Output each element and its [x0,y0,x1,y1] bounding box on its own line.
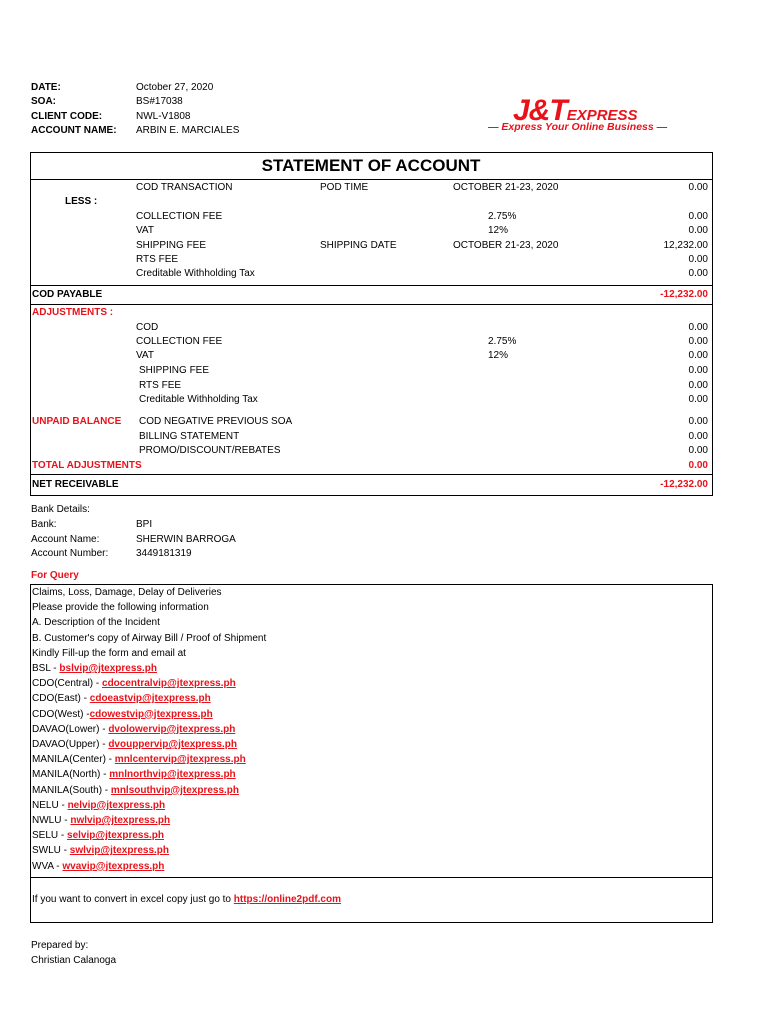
bank-account-number-value: 3449181319 [136,548,192,559]
contact-email-link[interactable]: nelvip@jtexpress.ph [67,799,166,811]
contact-email-link[interactable]: mnlcentervip@jtexpress.ph [114,754,246,766]
contact-email-link[interactable]: bslvip@jtexpress.ph [59,663,157,674]
net-receivable-label: NET RECEIVABLE [32,479,119,490]
bank-label: Bank: [31,519,57,530]
less-row-rate: 12% [488,225,509,236]
contact-region: BSL - [32,663,60,674]
adjustment-row-amount: 0.00 [688,380,708,391]
less-row-label: SHIPPING DATE [320,240,397,251]
contact-row [32,754,246,766]
account-name-label: ACCOUNT NAME: [31,125,117,136]
less-row-desc: Creditable Withholding Tax [136,268,255,279]
contact-row [32,830,164,842]
query-line: Kindly Fill-up the form and email at [32,647,186,659]
bank-account-name-value: SHERWIN BARROGA [136,534,236,545]
soa-label: SOA: [31,96,56,107]
date-label: DATE: [31,82,61,93]
total-adjustments-label: TOTAL ADJUSTMENTS [32,460,142,471]
contact-email-link[interactable]: dvolowervip@jtexpress.ph [108,723,236,735]
adjustment-row-desc: VAT [136,350,154,361]
unpaid-row-amount: 0.00 [688,445,708,456]
adjustment-row-amount: 0.00 [688,336,708,347]
less-row-rate: 2.75% [488,211,517,222]
contact-region: NWLU - [32,815,71,826]
adjustments-label: ADJUSTMENTS : [32,307,114,318]
adjustment-row-rate: 2.75% [488,336,517,347]
adjustment-row-desc: Creditable Withholding Tax [139,394,258,405]
contact-region: CDO(Central) - [32,678,103,690]
contact-row [32,815,170,827]
contact-email-link[interactable]: cdowestvip@jtexpress.ph [89,708,213,720]
contact-row [32,769,236,781]
contact-region: SWLU - [32,845,70,857]
contact-row [32,724,235,736]
total-adjustments-amount: 0.00 [688,460,708,471]
divider [30,179,713,180]
divider [30,285,713,286]
less-row-desc: VAT [136,225,154,236]
contact-email-link[interactable]: nwlvip@jtexpress.ph [70,815,171,826]
contact-row [32,800,165,812]
contact-row [32,678,236,690]
unpaid-balance-label: UNPAID BALANCE [32,416,122,427]
contact-row [32,861,164,873]
divider [30,304,713,305]
adjustment-row-amount: 0.00 [688,365,708,376]
unpaid-row-desc: BILLING STATEMENT [139,431,240,442]
unpaid-row-amount: 0.00 [688,431,708,442]
date-value: October 27, 2020 [136,82,214,93]
contact-region: MANILA(North) - [32,769,110,781]
for-query-heading: For Query [31,570,79,581]
contact-email-link[interactable]: cdoeastvip@jtexpress.ph [89,693,211,705]
contact-region: MANILA(Center) - [32,754,115,766]
contact-row [32,739,237,751]
query-line: A. Description of the Incident [32,617,160,629]
client-code-value: NWL-V1808 [136,111,191,122]
less-row-amount: 0.00 [688,182,708,193]
contact-region: CDO(East) - [32,693,90,705]
contact-email-link[interactable]: swlvip@jtexpress.ph [69,845,170,857]
contact-email-link[interactable]: dvouppervip@jtexpress.ph [108,739,237,750]
net-receivable-amount: -12,232.00 [660,479,708,490]
contact-region: NELU - [32,799,68,811]
client-code-label: CLIENT CODE: [31,111,103,122]
prepared-by-name: Christian Calanoga [31,955,117,966]
less-label: LESS : [65,196,98,207]
adjustment-row-desc: COD [136,322,159,333]
less-row-desc: SHIPPING FEE [136,240,207,251]
contact-row [32,709,213,721]
less-row-amount: 0.00 [688,254,708,265]
less-row-date: OCTOBER 21-23, 2020 [453,240,559,251]
unpaid-row-desc: PROMO/DISCOUNT/REBATES [139,445,281,456]
unpaid-row-desc: COD NEGATIVE PREVIOUS SOA [139,416,293,427]
adjustment-row-desc: SHIPPING FEE [139,365,210,376]
contact-email-link[interactable]: wvavip@jtexpress.ph [62,860,165,872]
online2pdf-link[interactable]: https://online2pdf.com [233,894,341,905]
adjustment-row-rate: 12% [488,350,509,361]
cod-payable-label: COD PAYABLE [32,289,103,300]
contact-row [32,693,211,705]
contact-email-link[interactable]: mnlsouthvip@jtexpress.ph [110,784,240,796]
contact-region: DAVAO(Upper) - [32,739,109,750]
bank-value: BPI [136,519,153,530]
contact-region: SELU - [32,830,68,842]
less-row-amount: 0.00 [688,268,708,279]
convert-line [32,894,341,906]
account-name-value: ARBIN E. MARCIALES [136,125,240,136]
adjustment-row-amount: 0.00 [688,322,708,333]
contact-region: WVA - [32,860,63,872]
soa-value: BS#17038 [136,96,183,107]
bank-account-number-label: Account Number: [31,548,109,559]
contact-row [32,663,157,675]
less-row-label: POD TIME [320,182,369,193]
statement-title: STATEMENT OF ACCOUNT [261,156,481,175]
adjustment-row-desc: COLLECTION FEE [136,336,223,347]
less-row-amount: 0.00 [688,225,708,236]
prepared-by-label: Prepared by: [31,940,89,951]
logo-tagline: — Express Your Online Business — [488,121,668,133]
less-row-date: OCTOBER 21-23, 2020 [453,182,559,193]
query-line: Claims, Loss, Damage, Delay of Deliveries [32,587,222,598]
bank-details-heading: Bank Details: [31,504,90,515]
contact-email-link[interactable]: cdocentralvip@jtexpress.ph [102,678,236,690]
less-row-amount: 12,232.00 [663,240,708,251]
query-line: B. Customer's copy of Airway Bill / Proof of Shipment [32,632,267,644]
adjustment-row-amount: 0.00 [688,350,708,361]
contact-region: MANILA(South) - [32,784,111,796]
cod-payable-amount: -12,232.00 [660,289,708,300]
adjustment-row-amount: 0.00 [688,394,708,405]
contact-region: DAVAO(Lower) - [32,723,109,735]
divider [30,877,713,878]
contact-email-link[interactable]: selvip@jtexpress.ph [67,830,165,842]
divider [30,474,713,475]
less-row-desc: COLLECTION FEE [136,211,223,222]
unpaid-row-amount: 0.00 [688,416,708,427]
contact-region: CDO(West) - [32,708,90,720]
contact-email-link[interactable]: mnlnorthvip@jtexpress.ph [109,769,236,781]
logo-brand-small: EXPRESS [566,107,638,124]
less-row-desc: COD TRANSACTION [136,182,233,193]
less-row-amount: 0.00 [688,211,708,222]
contact-row [32,785,239,797]
logo-brand-big: J&T [513,94,567,127]
contact-row [32,845,169,857]
convert-text: If you want to convert in excel copy just go to [32,894,234,905]
adjustment-row-desc: RTS FEE [139,380,182,391]
bank-account-name-label: Account Name: [31,534,100,545]
query-line: Please provide the following information [32,602,209,614]
less-row-desc: RTS FEE [136,254,179,265]
